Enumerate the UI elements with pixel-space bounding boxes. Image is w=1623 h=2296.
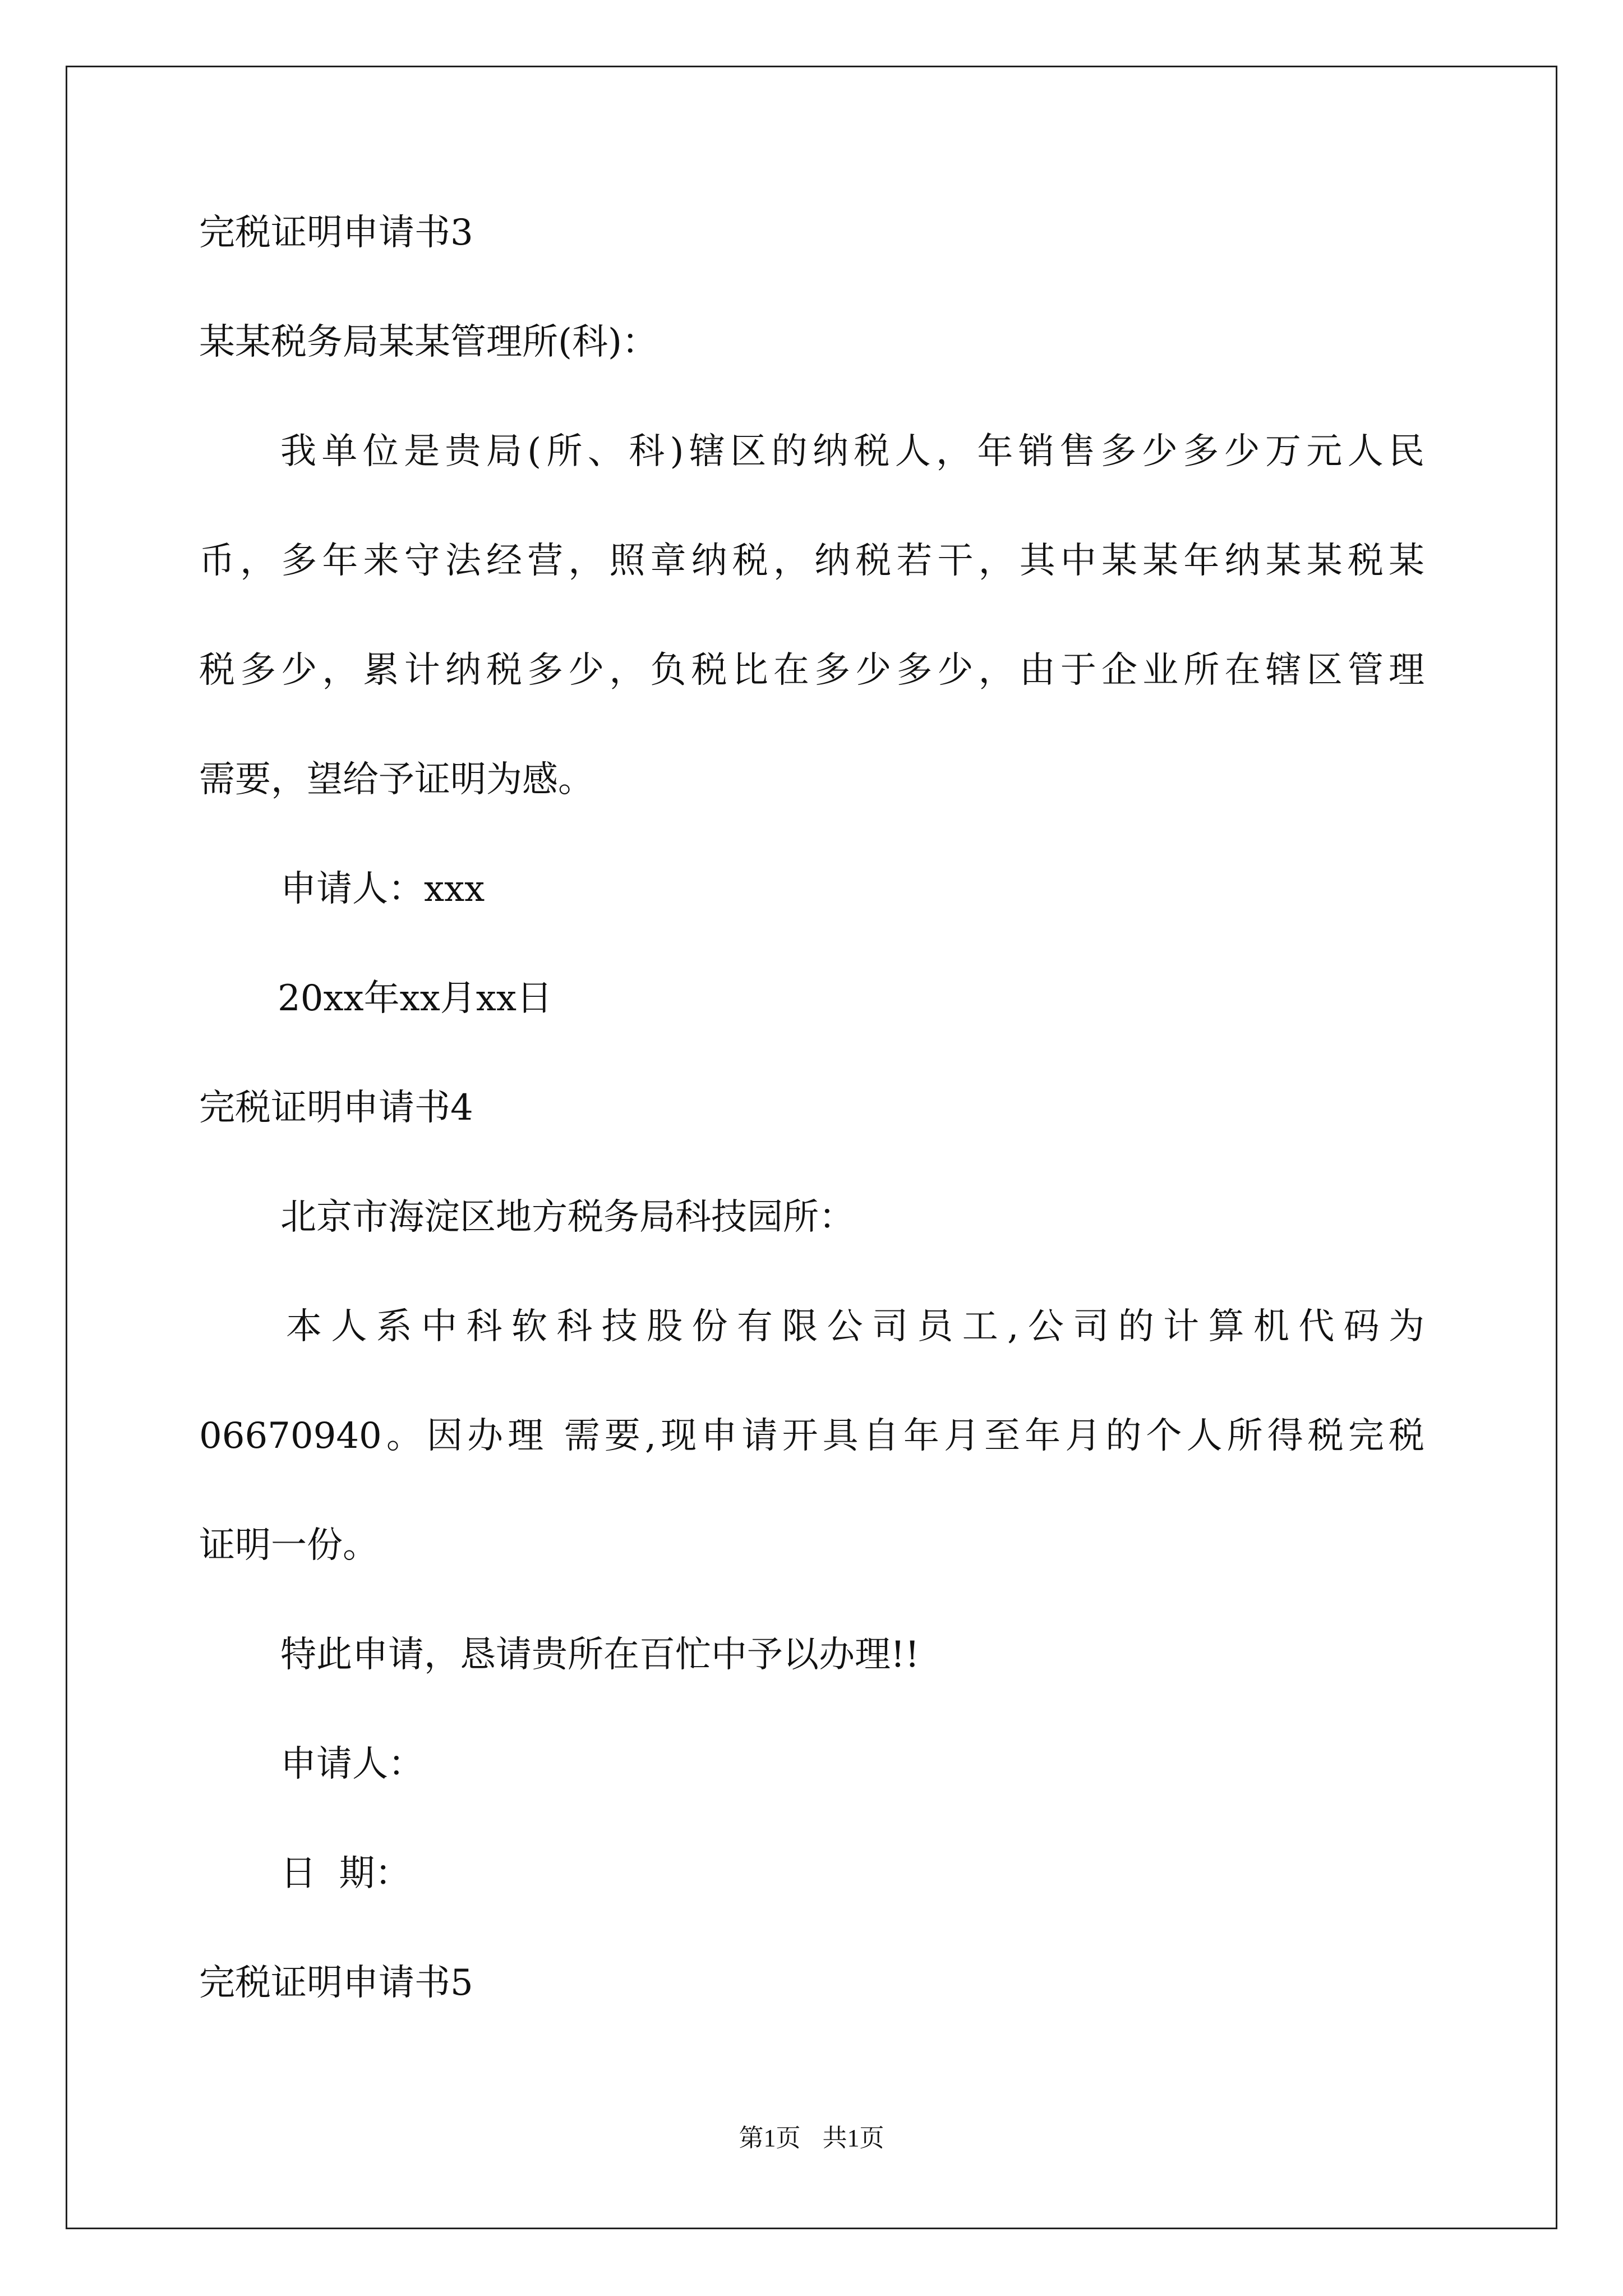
section-title: 完税证明申请书5 xyxy=(199,1962,473,2004)
addressee: 北京市海淀区地方税务局科技园所： xyxy=(280,1197,855,1238)
addressee: 某某税务局某某管理所(科)： xyxy=(199,321,658,363)
date: 20xx年xx月xx日 xyxy=(278,978,552,1019)
page-current: 第1页 xyxy=(739,2124,801,2152)
body-line: 本人系中科软科技股份有限公司员工,公司的计算机代码为 xyxy=(286,1306,1424,1347)
date: 日 期： xyxy=(280,1853,411,1894)
section-title: 完税证明申请书4 xyxy=(199,1087,473,1129)
body-line: 06670940。因办理 需要,现申请开具自年月至年月的个人所得税完税 xyxy=(199,1415,1424,1457)
body-line: 税多少，累计纳税多少，负税比在多少多少，由于企业所在辖区管理 xyxy=(199,650,1424,691)
page-total: 共1页 xyxy=(822,2124,884,2152)
body-line: 币，多年来守法经营，照章纳税，纳税若干，其中某某年纳某某税某 xyxy=(199,540,1424,582)
closing: 特此申请，恳请贵所在百忙中予以办理!! xyxy=(280,1634,920,1676)
page-footer xyxy=(0,2122,1623,2155)
section-title: 完税证明申请书3 xyxy=(199,212,473,254)
applicant: 申请人： xyxy=(280,1743,424,1785)
applicant: 申请人：xxx xyxy=(280,868,485,910)
page-border xyxy=(66,66,1557,2229)
body-line: 需要，望给予证明为感。 xyxy=(199,759,594,800)
body-line: 证明一份。 xyxy=(199,1525,379,1566)
body-line: 我单位是贵局(所、科)辖区的纳税人，年销售多少多少万元人民 xyxy=(280,431,1424,472)
